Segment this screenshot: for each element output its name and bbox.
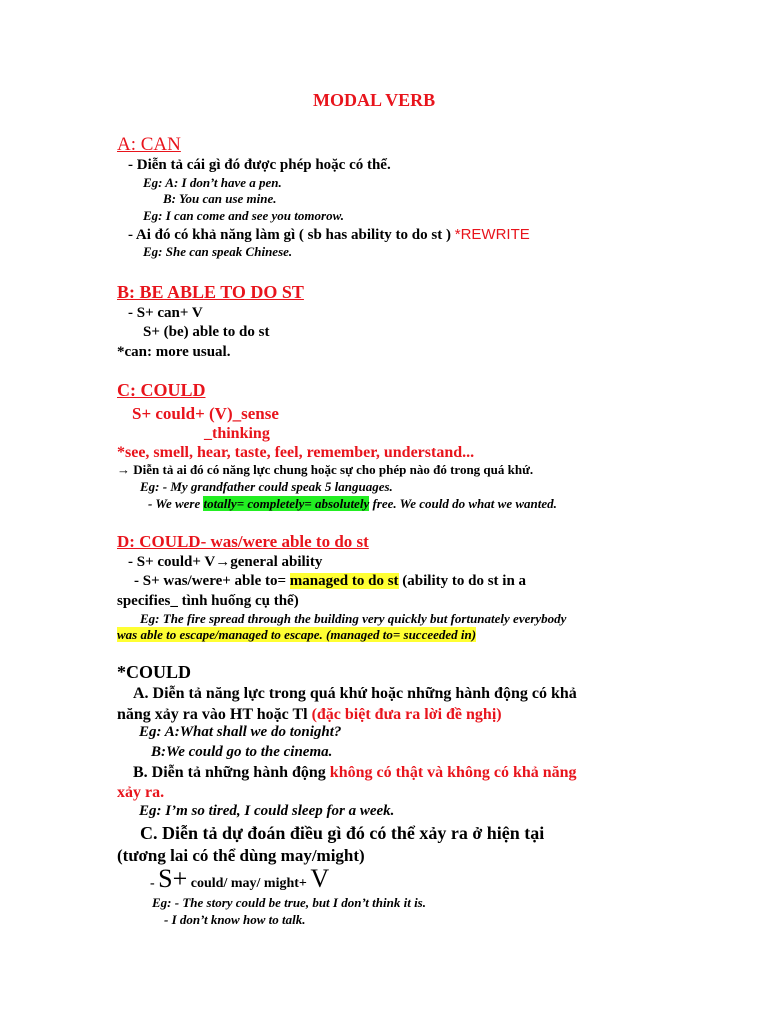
rewrite-note: *REWRITE (454, 226, 530, 243)
could-c-line-1: C. Diễn tả dự đoán điều gì đó có thể xảy ra ở hiện tại (140, 823, 545, 843)
could-a-line-2 (117, 706, 502, 724)
could-b-line-1-red: không có thật và không có khả năng (329, 764, 577, 781)
section-a-heading: A: CAN (117, 134, 181, 155)
section-c-heading: C: COULD (117, 380, 206, 400)
formula-verb: V (310, 864, 330, 893)
section-b-line-3: *can: more usual. (117, 344, 231, 360)
section-a-line-6: Eg: She can speak Chinese. (143, 244, 293, 259)
section-a-line-2: Eg: A: I don’t have a pen. (143, 175, 282, 190)
section-a-line-3: B: You can use mine. (163, 191, 277, 206)
section-c-line-1: S+ could+ (V)_sense (132, 404, 279, 423)
section-d-line-3: specifies_ tình huống cụ thể) (117, 593, 299, 609)
formula-middle: could/ may/ might+ (187, 876, 311, 891)
section-c-line-6-pre: - We were (148, 496, 204, 511)
could-a-line-4: B:We could go to the cinema. (151, 744, 333, 760)
section-b-line-2: S+ (be) able to do st (143, 324, 270, 340)
section-b-heading: B: BE ABLE TO DO ST (117, 282, 304, 302)
section-d-line-1: - S+ could+ V→general ability (128, 554, 323, 570)
section-d-line-5 (117, 628, 476, 643)
could-b-line-1 (133, 764, 577, 782)
section-a-line-5 (128, 226, 530, 244)
section-c-line-4: → Diễn tả ai đó có năng lực chung hoặc sự cho phép nào đó trong quá khứ. (117, 462, 534, 477)
section-c-line-6 (148, 497, 557, 512)
section-c-line-2: _thinking (204, 425, 270, 442)
section-c-line-6-post: free. We could do what we wanted. (369, 496, 557, 511)
could-c-line-3 (150, 866, 329, 892)
could-c-line-2: (tương lai có thể dùng may/might) (117, 846, 365, 865)
section-b-line-1: - S+ can+ V (128, 305, 203, 321)
section-a-line-1: - Diễn tả cái gì đó được phép hoặc có thể. (128, 157, 391, 173)
highlight-synonyms: totally= completely= absolutely (203, 496, 370, 511)
section-d-line-4: Eg: The fire spread through the building very quickly but fortunately everybody (140, 611, 567, 626)
could-a-line-3: Eg: A:What shall we do tonight? (139, 724, 342, 740)
could-c-line-5: - I don’t know how to talk. (164, 912, 306, 927)
could-b-line-3: Eg: I’m so tired, I could sleep for a week. (139, 803, 395, 819)
could-c-line-3-dash: - (150, 876, 159, 891)
page-title: MODAL VERB (313, 90, 436, 110)
section-c-line-5: Eg: - My grandfather could speak 5 languages. (140, 479, 393, 494)
could-a-line-1: A. Diễn tả năng lực trong quá khứ hoặc những hành động có khả (133, 685, 577, 702)
highlight-example: was able to escape/managed to escape. (managed to= succeeded in) (117, 627, 477, 642)
formula-subject: S+ (158, 864, 188, 893)
section-d-line-2 (134, 573, 526, 590)
could-a-line-2-red: (đặc biệt đưa ra lời đề nghị) (311, 706, 502, 723)
could-c-line-4: Eg: - The story could be true, but I don’t think it is. (152, 895, 426, 910)
section-c-line-3: *see, smell, hear, taste, feel, remember, understand... (117, 444, 475, 461)
could-b-line-1-pre: B. Diễn tả những hành động (133, 764, 330, 781)
section-a-line-5-text: - Ai đó có khả năng làm gì ( sb has ability to do st ) (128, 227, 455, 243)
section-d-line-2-post: (ability to do st in a (398, 573, 527, 589)
highlight-managed: managed to do st (289, 573, 399, 589)
section-d-line-2-pre: - S+ was/were+ able to= (134, 573, 290, 589)
could-heading: *COULD (117, 662, 192, 682)
section-d-heading: D: COULD- was/were able to do st (117, 532, 369, 551)
section-a-line-4: Eg: I can come and see you tomorow. (143, 208, 345, 223)
could-b-line-2: xảy ra. (117, 784, 165, 801)
could-a-line-2-pre: năng xảy ra vào HT hoặc Tl (117, 706, 312, 723)
